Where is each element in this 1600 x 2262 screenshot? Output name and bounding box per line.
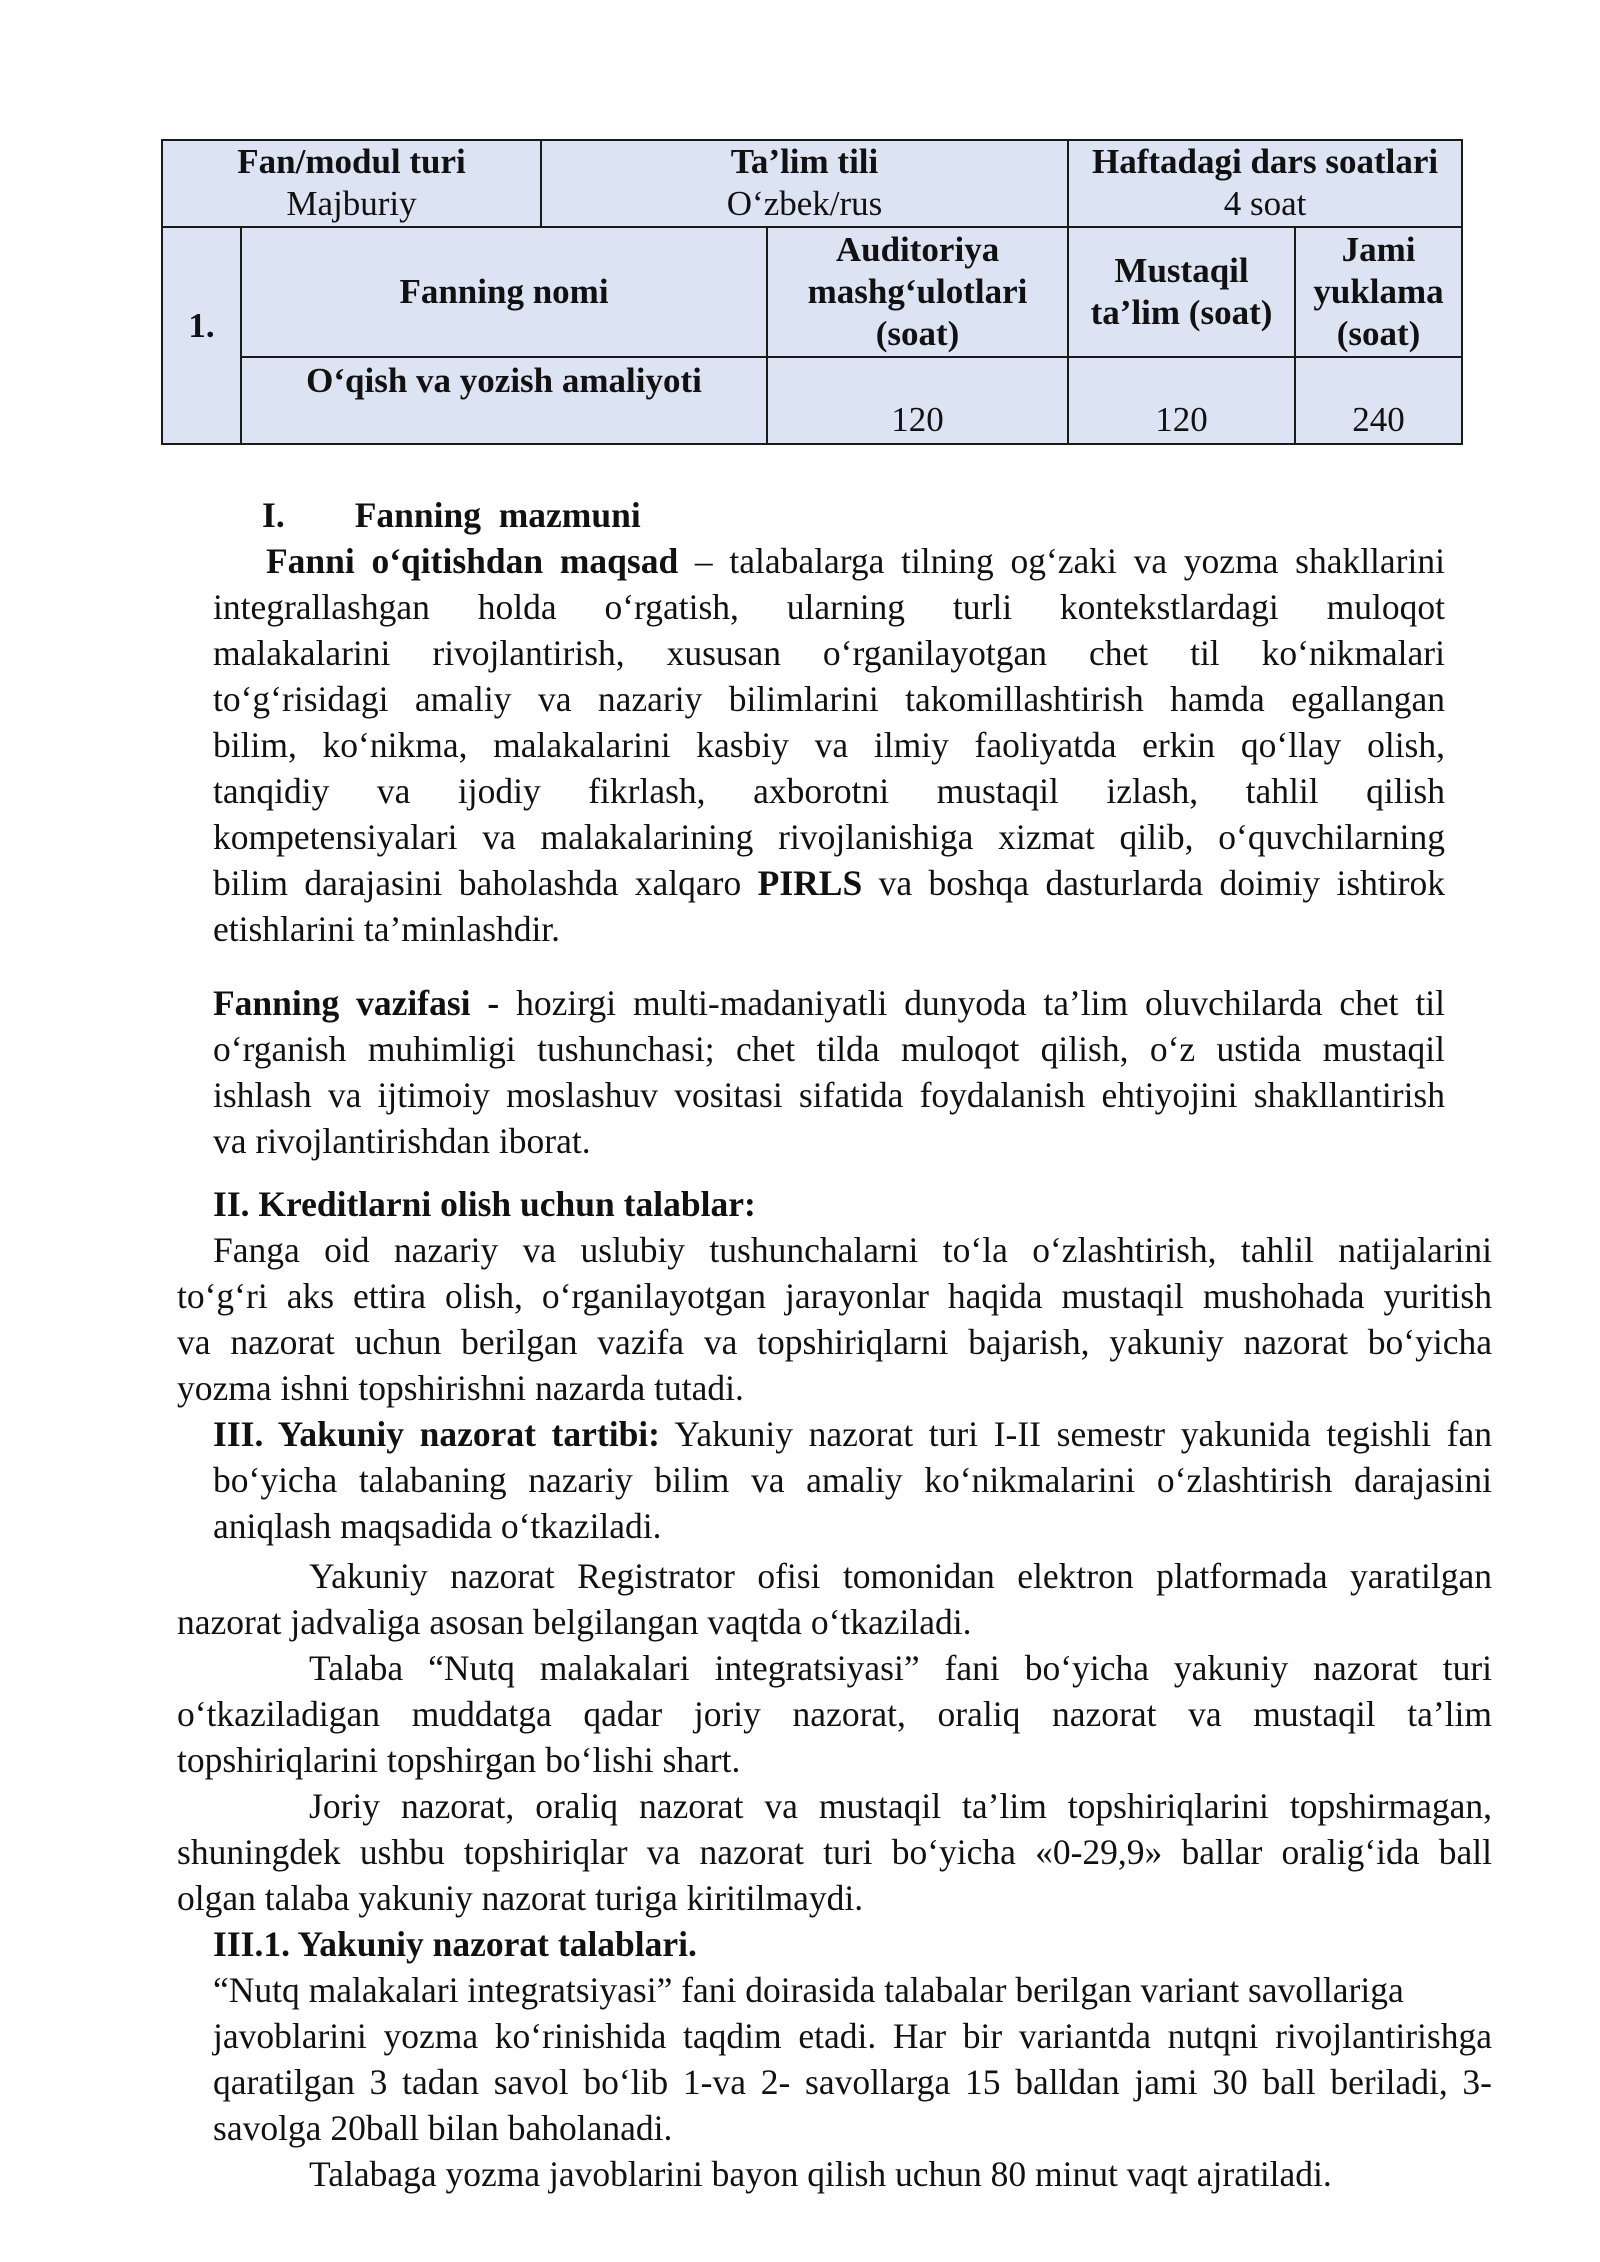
section31-heading: III.1. Yakuniy nazorat talablari. (213, 1924, 697, 1964)
section31-line: qaratilgan 3 tadan savol bo‘lib 1-va 2- savollarga 15 balldan jami 30 ball beriladi, 3- (213, 2062, 1492, 2102)
section3-paragraph (213, 1411, 1492, 1549)
auditorium-value: 120 (767, 357, 1068, 444)
pirls-label: PIRLS (757, 863, 863, 903)
total-header: Jami yuklama (soat) (1295, 227, 1462, 358)
goal-line: to‘g‘risidagi amaliy va nazariy bilimlarini takomillashtirish hamda egallangan (213, 679, 1445, 719)
registrator-paragraph (177, 1553, 1492, 1645)
section3-line: bo‘yicha talabaning nazariy bilim va amaliy ko‘nikmalarini o‘zlashtirish darajasini (213, 1460, 1492, 1500)
section3-line: aniqlash maqsadida o‘tkaziladi. (213, 1506, 662, 1546)
joriy-line: olgan talaba yakuniy nazorat turiga kiritilmaydi. (177, 1878, 864, 1918)
module-type-value: Majburiy (286, 184, 417, 224)
language-value: O‘zbek/rus (726, 184, 883, 224)
weekly-hours-value: 4 soat (1223, 184, 1307, 224)
subject-name-header: Fanning nomi (241, 227, 767, 358)
goal-line: integrallashgan holda o‘rgatish, ularning turli kontekstlardagi muloqot (213, 587, 1445, 627)
talaba-line: topshiriqlarini topshirgan bo‘lishi shart. (177, 1740, 741, 1780)
talaba-line: o‘tkaziladigan muddatga qadar joriy nazorat, oraliq nazorat va mustaqil ta’lim (177, 1694, 1492, 1734)
course-info-table (161, 139, 1463, 445)
final-paragraph: Talabaga yozma javoblarini bayon qilish uchun 80 minut vaqt ajratiladi. (309, 2154, 1332, 2194)
section2-heading: II. Kreditlarni olish uchun talablar: (213, 1184, 756, 1224)
auditorium-header: Auditoriya mashg‘ulotlari (soat) (767, 227, 1068, 358)
section31-line: “Nutq malakalari integratsiyasi” fani doirasida talabalar berilgan variant savollariga (213, 1970, 1404, 2010)
independent-header: Mustaqil ta’lim (soat) (1068, 227, 1295, 358)
goal-line: kompetensiyalari va malakalarining rivojlanishiga xizmat qilib, o‘quvchilarning (213, 817, 1445, 857)
total-value: 240 (1295, 357, 1462, 444)
language-header: Ta’lim tili (730, 142, 879, 182)
joriy-line: Joriy nazorat, oraliq nazorat va mustaqil ta’lim topshiriqlarini topshirmagan, (309, 1786, 1492, 1826)
goal-line: malakalarini rivojlantirish, xususan o‘rganilayotgan chet til ko‘nikmalari (213, 633, 1445, 673)
joriy-line: shuningdek ushbu topshiriqlar va nazorat turi bo‘yicha «0-29,9» ballar oralig‘ida ball (177, 1832, 1492, 1872)
section3-line: III. Yakuniy nazorat tartibi: Yakuniy nazorat turi I-II semestr yakunida tegishli fan (213, 1414, 1492, 1454)
talaba-line: Talaba “Nutq malakalari integratsiyasi” fani bo‘yicha yakuniy nazorat turi (309, 1648, 1492, 1688)
section3-heading: III. Yakuniy nazorat tartibi: (213, 1414, 660, 1454)
task-line: va rivojlantirishdan iborat. (213, 1121, 591, 1161)
section2-line: Fanga oid nazariy va uslubiy tushunchalarni to‘la o‘zlashtirish, tahlil natijalarini (213, 1230, 1492, 1270)
task-line: o‘rganish muhimligi tushunchasi; chet tilda muloqot qilish, o‘z ustida mustaqil (213, 1029, 1445, 1069)
section2-line: yozma ishni topshirishni nazarda tutadi. (177, 1368, 744, 1408)
goal-line: tanqidiy va ijodiy fikrlash, axborotni mustaqil izlash, tahlil qilish (213, 771, 1445, 811)
goal-line: Fanni o‘qitishdan maqsad – talabalarga tilning og‘zaki va yozma shakllarini (266, 541, 1445, 581)
goal-line: bilim, ko‘nikma, malakalarini kasbiy va ilmiy faoliyatda erkin qo‘llay olish, (213, 725, 1445, 765)
section1-title: Fanning mazmuni (354, 495, 641, 535)
registrator-line: Yakuniy nazorat Registrator ofisi tomonidan elektron platformada yaratilgan (309, 1556, 1492, 1596)
independent-value: 120 (1068, 357, 1295, 444)
weekly-hours-cell (1068, 140, 1462, 227)
task-line: ishlash va ijtimoiy moslashuv vositasi sifatida foydalanish ehtiyojini shakllantirish (213, 1075, 1445, 1115)
section2-line: va nazorat uchun berilgan vazifa va topshiriqlarni bajarish, yakuniy nazorat bo‘yicha (177, 1322, 1492, 1362)
section31-line: javoblarini yozma ko‘rinishida taqdim etadi. Har bir variantda nutqni rivojlantirishga (213, 2016, 1492, 2056)
goal-label: Fanni o‘qitishdan maqsad (266, 541, 679, 581)
subject-name-value: O‘qish va yozish amaliyoti (241, 357, 767, 444)
weekly-hours-header: Haftadagi dars soatlari (1091, 142, 1439, 182)
registrator-line: nazorat jadvaliga asosan belgilangan vaqtda o‘tkaziladi. (177, 1602, 972, 1642)
task-label: Fanning vazifasi - (213, 983, 500, 1023)
goal-paragraph (213, 538, 1445, 952)
language-cell (541, 140, 1068, 227)
joriy-paragraph (177, 1783, 1492, 1921)
goal-line: bilim darajasini baholashda xalqaro PIRLS va boshqa dasturlarda doimiy ishtirok (213, 863, 1445, 903)
task-paragraph (213, 980, 1445, 1164)
module-type-header: Fan/modul turi (237, 142, 466, 182)
section2-line: to‘g‘ri aks ettira olish, o‘rganilayotgan jarayonlar haqida mustaqil mushohada yuritish (177, 1276, 1492, 1316)
section2-paragraph (177, 1227, 1492, 1411)
talaba-paragraph (177, 1645, 1492, 1783)
module-type-cell (162, 140, 541, 227)
section1-number: I. (262, 495, 285, 535)
row-number: 1. (162, 227, 241, 444)
section1-heading (262, 492, 862, 538)
section31-paragraph (177, 1967, 1492, 2151)
task-line: Fanning vazifasi - hozirgi multi-madaniyatli dunyoda ta’lim oluvchilarda chet til (213, 983, 1445, 1023)
section31-line: savolga 20ball bilan baholanadi. (213, 2108, 673, 2148)
goal-line: etishlarini ta’minlashdir. (213, 909, 561, 949)
